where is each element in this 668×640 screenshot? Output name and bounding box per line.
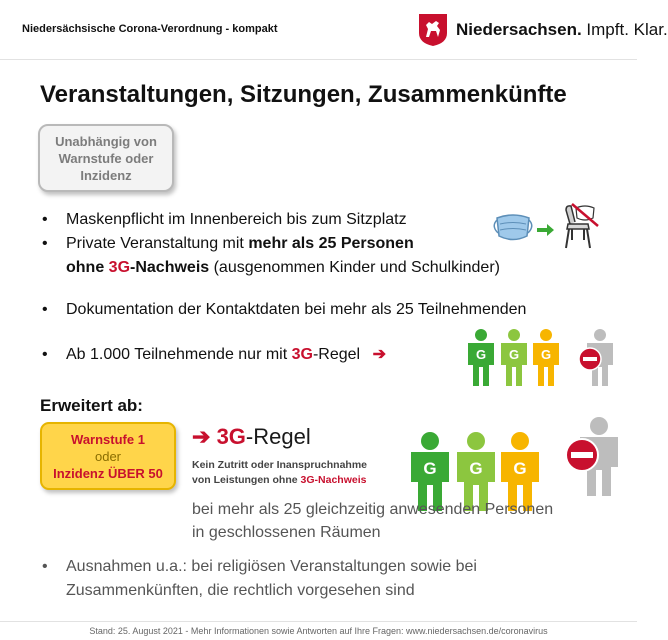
person-icon-yellow-small [531, 329, 561, 387]
person-letter: G [508, 347, 520, 362]
person-icon-green-dark-large [408, 432, 452, 512]
3g-rule-sub-red: 3G-Nachweis [300, 474, 367, 486]
3g-rule-heading [192, 424, 311, 450]
top-header [0, 0, 668, 60]
bullet-private-event: • Private Veranstaltung mit mehr als 25 Personen [42, 235, 414, 252]
red-arrow-icon: ➔ [192, 424, 211, 449]
3g-rule-red: 3G [216, 424, 246, 449]
exceptions-text1: Ausnahmen u.a.: bei religiösen Veranstaltungen sowie bei [66, 558, 477, 575]
bullet-1000-post: -Regel [312, 346, 361, 363]
footer: Stand: 25. August 2021 - Mehr Informationen sowie Antworten auf Ihre Fragen: www.niedersachsen.de/coronavirus [0, 621, 637, 640]
chair-no-mask-icon [558, 202, 600, 252]
exceptions-line1: • Ausnahmen u.a.: bei religiösen Veranstaltungen sowie bei [42, 558, 477, 575]
person-letter: G [513, 459, 527, 478]
bullet-private-bold: mehr als 25 Personen [248, 235, 414, 252]
3g-rule-subtext [192, 458, 367, 488]
bullet-private-without: ohne [66, 259, 109, 276]
main-content [0, 61, 637, 621]
extended-text-line1: bei mehr als 25 gleichzeitig anwesenden Personen [192, 501, 554, 518]
person-icon-green-light-large [454, 432, 498, 512]
bullet-1000-text: Ab 1.000 Teilnehmende nur mit [66, 346, 292, 363]
person-icon-grey-denied-large [565, 417, 621, 497]
extended-heading: Erweitert ab: [40, 396, 143, 415]
person-letter: G [469, 459, 483, 478]
bullet-mask-text: Maskenpflicht im Innenbereich bis zum Sitzplatz [66, 211, 407, 228]
3g-rule-sub-line2: von Leistungen ohne [192, 474, 301, 486]
independent-box-line2: Warnstufe oder [58, 150, 154, 166]
bullet-1000-3g: 3G [291, 346, 313, 363]
person-icon-green-light-small [499, 329, 529, 387]
bullet-private-text: Private Veranstaltung mit [66, 235, 249, 252]
3g-rule-sub-line1: Kein Zutritt oder Inanspruchnahme [192, 459, 368, 471]
3g-rule-rest: -Regel [245, 424, 311, 449]
brand-tagline: Impft. Klar. [586, 20, 668, 39]
bullet-contact-text: Dokumentation der Kontaktdaten bei mehr als 25 Teilnehmenden [66, 301, 527, 318]
red-arrow-icon: ➔ [372, 346, 386, 363]
bullet-private-3g: 3G [108, 259, 131, 276]
person-icon-green-dark-small [466, 329, 496, 387]
bullet-private-line2 [66, 259, 500, 277]
brand-name: Niedersachsen. [456, 20, 582, 39]
niedersachsen-horse-icon [418, 13, 448, 47]
bullet-private-rest: (ausgenommen Kinder und Schulkinder) [209, 259, 500, 276]
page-title: Veranstaltungen, Sitzungen, Zusammenkünfte [40, 81, 567, 108]
mask-icon [492, 212, 534, 244]
brand-text [456, 20, 668, 40]
bullet-private-nachweis: -Nachweis [130, 259, 210, 276]
header-title: Niedersächsische Corona-Verordnung - kompakt [22, 23, 278, 35]
exceptions-line2: Zusammenkünften, die rechtlich vorgesehen sind [66, 582, 415, 599]
bullet-mask: • Maskenpflicht im Innenbereich bis zum Sitzplatz [42, 211, 407, 228]
brand [418, 13, 668, 47]
warnstufe-line2: oder [94, 448, 122, 464]
extended-text-line2: in geschlossenen Räumen [192, 524, 381, 541]
independent-box-line1: Unabhängig von [55, 133, 157, 149]
independent-box [38, 124, 174, 192]
independent-box-line3: Inzidenz [80, 167, 132, 183]
green-arrow-icon [537, 223, 555, 237]
person-letter: G [423, 459, 437, 478]
warnstufe-box [40, 422, 176, 490]
person-icon-yellow-large [498, 432, 542, 512]
person-icon-grey-denied-small [578, 329, 614, 387]
bullet-1000: • Ab 1.000 Teilnehmende nur mit 3G-Regel ➔ [42, 346, 386, 363]
bullet-contact-data: • Dokumentation der Kontaktdaten bei mehr als 25 Teilnehmenden [42, 301, 527, 318]
person-letter: G [475, 347, 487, 362]
person-letter: G [540, 347, 552, 362]
warnstufe-line3: Inzidenz ÜBER 50 [53, 465, 163, 481]
warnstufe-line1: Warnstufe 1 [71, 431, 145, 447]
